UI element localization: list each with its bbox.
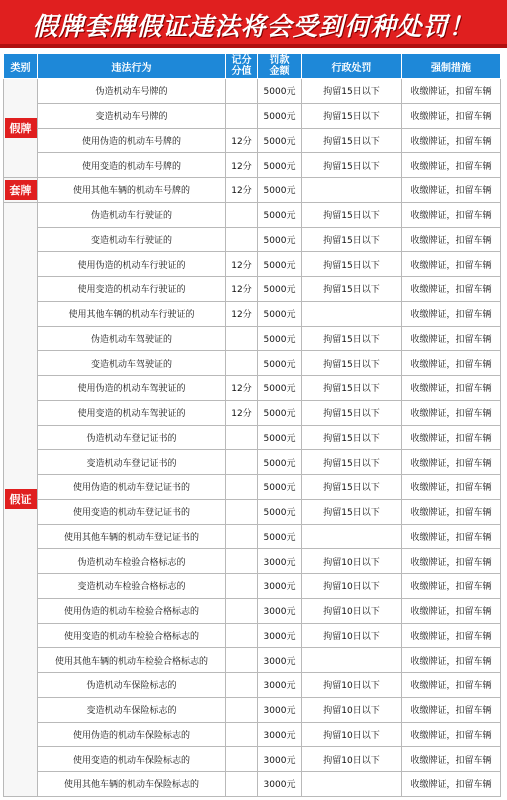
violation-cell: 使用伪造的机动车检验合格标志的 [38,598,226,623]
violation-cell: 使用其他车辆的机动车保险标志的 [38,772,226,797]
violation-cell: 使用变造的机动车检验合格标志的 [38,623,226,648]
header-points [226,54,258,79]
points-cell [226,549,258,574]
admin-penalty-cell: 拘留15日以下 [302,475,402,500]
points-cell [226,425,258,450]
admin-penalty-cell: 拘留15日以下 [302,128,402,153]
table-row [4,673,501,698]
points-cell [226,79,258,104]
measures-cell: 收缴牌证，扣留车辆 [402,450,501,475]
violation-cell: 使用伪造的机动车登记证书的 [38,475,226,500]
points-cell [226,351,258,376]
violation-cell: 伪造机动车登记证书的 [38,425,226,450]
violation-cell: 伪造机动车检验合格标志的 [38,549,226,574]
admin-penalty-cell: 拘留10日以下 [302,623,402,648]
points-cell [226,673,258,698]
title-banner [0,0,507,48]
measures-cell: 收缴牌证，扣留车辆 [402,697,501,722]
measures-cell: 收缴牌证，扣留车辆 [402,549,501,574]
points-cell [226,747,258,772]
header-admin-penalty: 行政处罚 [302,54,402,79]
table-row [4,252,501,277]
admin-penalty-cell [302,301,402,326]
fine-cell: 5000元 [258,425,302,450]
fine-cell: 5000元 [258,178,302,203]
table-row [4,79,501,104]
violation-cell: 使用其他车辆的机动车登记证书的 [38,524,226,549]
measures-cell: 收缴牌证，扣留车辆 [402,326,501,351]
table-row [4,598,501,623]
measures-cell: 收缴牌证，扣留车辆 [402,277,501,302]
table-body [4,79,501,797]
measures-cell: 收缴牌证，扣留车辆 [402,400,501,425]
violation-cell: 使用伪造的机动车驾驶证的 [38,376,226,401]
table-row [4,772,501,797]
violation-cell: 变造机动车保险标志的 [38,697,226,722]
table-row [4,227,501,252]
table-row [4,153,501,178]
category-label: 假牌 [5,118,37,138]
violation-cell: 变造机动车检验合格标志的 [38,574,226,599]
violation-cell: 使用其他车辆的机动车号牌的 [38,178,226,203]
admin-penalty-cell: 拘留10日以下 [302,747,402,772]
violation-cell: 伪造机动车号牌的 [38,79,226,104]
category-cell [4,79,38,178]
measures-cell: 收缴牌证，扣留车辆 [402,153,501,178]
admin-penalty-cell: 拘留10日以下 [302,574,402,599]
header-fine-line1: 罚款 [269,55,290,66]
measures-cell: 收缴牌证，扣留车辆 [402,376,501,401]
header-measures: 强制措施 [402,54,501,79]
admin-penalty-cell: 拘留15日以下 [302,153,402,178]
points-cell [226,648,258,673]
table-row [4,499,501,524]
measures-cell: 收缴牌证，扣留车辆 [402,648,501,673]
points-cell [226,475,258,500]
fine-cell: 5000元 [258,103,302,128]
violation-cell: 使用变造的机动车驾驶证的 [38,400,226,425]
admin-penalty-cell: 拘留15日以下 [302,277,402,302]
violation-cell: 伪造机动车保险标志的 [38,673,226,698]
table-row [4,722,501,747]
fine-cell: 3000元 [258,722,302,747]
admin-penalty-cell [302,772,402,797]
table-row [4,475,501,500]
measures-cell: 收缴牌证，扣留车辆 [402,499,501,524]
table-row [4,747,501,772]
fine-cell: 5000元 [258,376,302,401]
fine-cell: 5000元 [258,524,302,549]
points-cell: 12分 [226,400,258,425]
admin-penalty-cell: 拘留10日以下 [302,697,402,722]
fine-cell: 5000元 [258,450,302,475]
header-points-line1: 记分 [231,55,252,66]
admin-penalty-cell: 拘留10日以下 [302,673,402,698]
table-header-row [4,54,501,79]
points-cell: 12分 [226,376,258,401]
fine-cell: 5000元 [258,400,302,425]
table-row [4,326,501,351]
violation-cell: 变造机动车驾驶证的 [38,351,226,376]
table-row [4,425,501,450]
points-cell [226,103,258,128]
fine-cell: 5000元 [258,79,302,104]
points-cell [226,524,258,549]
measures-cell: 收缴牌证，扣留车辆 [402,475,501,500]
admin-penalty-cell: 拘留15日以下 [302,227,402,252]
measures-cell: 收缴牌证，扣留车辆 [402,103,501,128]
points-cell [226,722,258,747]
points-cell [226,450,258,475]
points-cell: 12分 [226,301,258,326]
category-label: 套牌 [5,180,37,200]
points-cell [226,623,258,648]
fine-cell: 5000元 [258,499,302,524]
fine-cell: 3000元 [258,747,302,772]
admin-penalty-cell [302,178,402,203]
table-row [4,202,501,227]
fine-cell: 5000元 [258,326,302,351]
table-row [4,178,501,203]
admin-penalty-cell: 拘留15日以下 [302,499,402,524]
admin-penalty-cell: 拘留15日以下 [302,425,402,450]
table-row [4,574,501,599]
fine-cell: 5000元 [258,277,302,302]
measures-cell: 收缴牌证，扣留车辆 [402,301,501,326]
points-cell: 12分 [226,178,258,203]
fine-cell: 5000元 [258,202,302,227]
table-row [4,450,501,475]
measures-cell: 收缴牌证，扣留车辆 [402,722,501,747]
violation-cell: 使用变造的机动车保险标志的 [38,747,226,772]
violation-cell: 伪造机动车驾驶证的 [38,326,226,351]
fine-cell: 3000元 [258,772,302,797]
violation-cell: 使用其他车辆的机动车检验合格标志的 [38,648,226,673]
table-row [4,623,501,648]
measures-cell: 收缴牌证，扣留车辆 [402,351,501,376]
violation-cell: 使用伪造的机动车号牌的 [38,128,226,153]
penalty-table [3,53,501,797]
measures-cell: 收缴牌证，扣留车辆 [402,178,501,203]
fine-cell: 5000元 [258,128,302,153]
measures-cell: 收缴牌证，扣留车辆 [402,79,501,104]
measures-cell: 收缴牌证，扣留车辆 [402,673,501,698]
admin-penalty-cell: 拘留15日以下 [302,103,402,128]
admin-penalty-cell: 拘留15日以下 [302,326,402,351]
points-cell: 12分 [226,153,258,178]
measures-cell: 收缴牌证，扣留车辆 [402,425,501,450]
fine-cell: 3000元 [258,673,302,698]
fine-cell: 3000元 [258,623,302,648]
admin-penalty-cell: 拘留15日以下 [302,400,402,425]
admin-penalty-cell: 拘留10日以下 [302,549,402,574]
points-cell: 12分 [226,128,258,153]
header-violation: 违法行为 [38,54,226,79]
measures-cell: 收缴牌证，扣留车辆 [402,747,501,772]
table-row [4,376,501,401]
fine-cell: 5000元 [258,252,302,277]
measures-cell: 收缴牌证，扣留车辆 [402,598,501,623]
fine-cell: 3000元 [258,598,302,623]
measures-cell: 收缴牌证，扣留车辆 [402,202,501,227]
violation-cell: 变造机动车号牌的 [38,103,226,128]
violation-cell: 伪造机动车行驶证的 [38,202,226,227]
admin-penalty-cell [302,648,402,673]
fine-cell: 5000元 [258,301,302,326]
table-row [4,697,501,722]
points-cell: 12分 [226,277,258,302]
category-cell [4,202,38,796]
table-row [4,301,501,326]
fine-cell: 5000元 [258,153,302,178]
table-row [4,128,501,153]
header-fine-line2: 金额 [269,66,290,77]
admin-penalty-cell [302,524,402,549]
table-row [4,648,501,673]
measures-cell: 收缴牌证，扣留车辆 [402,772,501,797]
points-cell [226,227,258,252]
fine-cell: 5000元 [258,475,302,500]
admin-penalty-cell: 拘留15日以下 [302,252,402,277]
fine-cell: 3000元 [258,648,302,673]
violation-cell: 使用伪造的机动车保险标志的 [38,722,226,747]
page-title: 假牌套牌假证违法将会受到何种处罚！ [32,12,475,41]
header-category: 类别 [4,54,38,79]
violation-cell: 使用其他车辆的机动车行驶证的 [38,301,226,326]
points-cell [226,697,258,722]
fine-cell: 3000元 [258,697,302,722]
table-row [4,351,501,376]
table-row [4,400,501,425]
fine-cell: 5000元 [258,351,302,376]
category-label: 假证 [5,489,37,509]
violation-cell: 使用变造的机动车登记证书的 [38,499,226,524]
table-row [4,549,501,574]
measures-cell: 收缴牌证，扣留车辆 [402,524,501,549]
admin-penalty-cell: 拘留15日以下 [302,450,402,475]
points-cell [226,202,258,227]
admin-penalty-cell: 拘留15日以下 [302,202,402,227]
fine-cell: 3000元 [258,574,302,599]
points-cell [226,499,258,524]
admin-penalty-cell: 拘留15日以下 [302,79,402,104]
admin-penalty-cell: 拘留10日以下 [302,598,402,623]
points-cell [226,598,258,623]
table-row [4,103,501,128]
violation-cell: 使用变造的机动车号牌的 [38,153,226,178]
points-cell [226,574,258,599]
table-row [4,277,501,302]
admin-penalty-cell: 拘留10日以下 [302,722,402,747]
header-fine [258,54,302,79]
header-points-line2: 分值 [231,66,252,77]
table-row [4,524,501,549]
violation-cell: 使用伪造的机动车行驶证的 [38,252,226,277]
points-cell: 12分 [226,252,258,277]
measures-cell: 收缴牌证，扣留车辆 [402,574,501,599]
points-cell [226,772,258,797]
violation-cell: 变造机动车登记证书的 [38,450,226,475]
measures-cell: 收缴牌证，扣留车辆 [402,623,501,648]
category-cell [4,178,38,203]
measures-cell: 收缴牌证，扣留车辆 [402,227,501,252]
violation-cell: 使用变造的机动车行驶证的 [38,277,226,302]
admin-penalty-cell: 拘留15日以下 [302,376,402,401]
fine-cell: 5000元 [258,227,302,252]
violation-cell: 变造机动车行驶证的 [38,227,226,252]
measures-cell: 收缴牌证，扣留车辆 [402,252,501,277]
admin-penalty-cell: 拘留15日以下 [302,351,402,376]
points-cell [226,326,258,351]
measures-cell: 收缴牌证，扣留车辆 [402,128,501,153]
fine-cell: 3000元 [258,549,302,574]
